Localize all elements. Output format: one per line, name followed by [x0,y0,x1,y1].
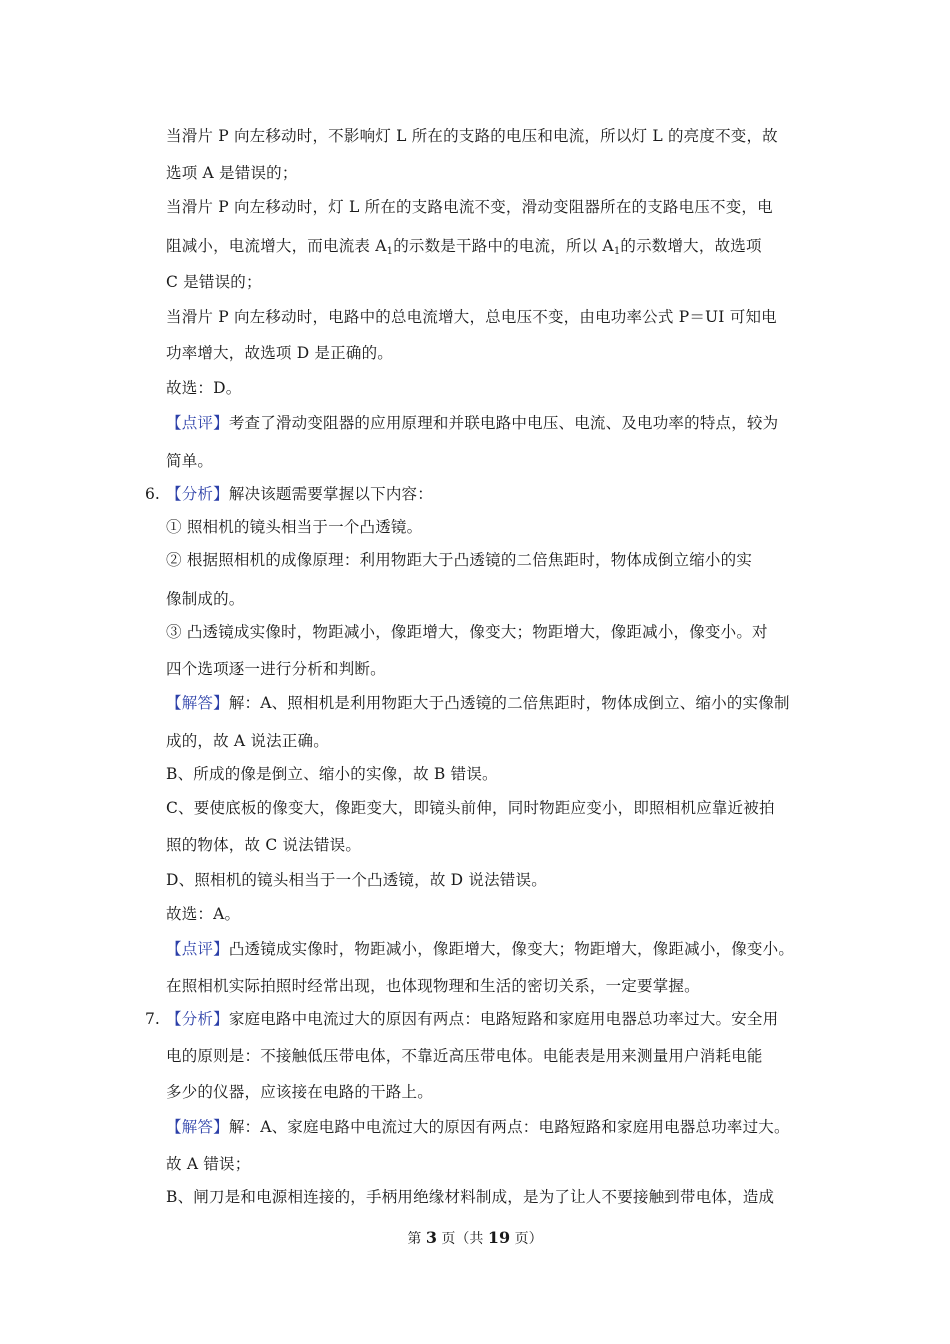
text-line: 照的物体，故 C 说法错误。 [166,836,362,854]
text-segment: 家庭电路中电流过大的原因有两点：电路短路和家庭用电器总功率过大。安全用 [228,1010,779,1028]
review-tag: 【点评】 [166,414,229,432]
subscript: 1 [386,246,394,257]
text-segment: 解决该题需要掌握以下内容： [228,485,433,503]
text-line: 在照相机实际拍照时经常出现，也体现物理和生活的密切关系，一定要掌握。 [166,977,700,995]
question-number: 7. [145,1010,160,1028]
text-line [166,1009,826,1029]
text-line: 四个选项逐一进行分析和判断。 [166,660,386,678]
total-page-count: 19 [487,1228,511,1247]
text-segment: 考查了滑动变阻器的应用原理和并联电路中电压、电流、及电功率的特点，较为 [228,414,779,432]
text-line: 故选：D。 [166,379,242,397]
text-line: 当滑片 P 向左移动时，不影响灯 L 所在的支路的电压和电流，所以灯 L 的亮度不变，故 [166,127,778,145]
text-line: B、闸刀是和电源相连接的，手柄用绝缘材料制成，是为了让人不要接触到带电体，造成 [166,1188,775,1206]
text-line: 成的，故 A 说法正确。 [166,732,329,750]
text-line [166,1117,826,1137]
text-line [166,693,826,713]
text-segment: 的示数增大，故选项 [620,237,762,255]
text-line [166,413,826,433]
text-line: 故 A 错误； [166,1155,251,1173]
footer-suffix: 页） [510,1231,543,1247]
page-footer [0,1228,950,1249]
answer-tag: 【解答】 [166,694,229,712]
text-line: D、照相机的镜头相当于一个凸透镜，故 D 说法错误。 [166,871,547,889]
text-segment: 凸透镜成实像时，物距减小，像距增大，像变大；物距增大，像距减小，像变小。 [228,940,795,958]
text-line: 简单。 [166,452,214,470]
text-line: 电的原则是：不接触低压带电体，不靠近高压带电体。电能表是用来测量用户消耗电能 [166,1047,763,1065]
text-line: ② 根据照相机的成像原理：利用物距大于凸透镜的二倍焦距时，物体成倒立缩小的实 [166,551,753,569]
text-segment: 解：A、照相机是利用物距大于凸透镜的二倍焦距时，物体成倒立、缩小的实像制 [228,694,790,712]
review-tag: 【点评】 [166,940,229,958]
text-line [166,939,826,959]
text-segment: 解：A、家庭电路中电流过大的原因有两点：电路短路和家庭用电器总功率过大。 [228,1118,790,1136]
text-line: 功率增大，故选项 D 是正确的。 [166,344,393,362]
footer-middle: 页（共 [436,1231,488,1247]
text-line: 当滑片 P 向左移动时，电路中的总电流增大，总电压不变，由电功率公式 P＝UI 可知电 [166,308,777,326]
text-segment: 的示数是干路中的电流，所以 A [393,237,614,255]
text-line: 当滑片 P 向左移动时，灯 L 所在的支路电流不变，滑动变阻器所在的支路电压不变，电 [166,198,773,216]
analysis-tag: 【分析】 [166,1010,229,1028]
text-line [166,236,826,262]
text-line: C、要使底板的像变大，像距变大，即镜头前伸，同时物距应变小，即照相机应靠近被拍 [166,799,775,817]
analysis-tag: 【分析】 [166,485,229,503]
current-page-number: 3 [425,1228,437,1247]
question-number: 6. [145,485,160,503]
text-line: 选项 A 是错误的； [166,164,298,182]
text-line [166,484,826,504]
text-line: C 是错误的； [166,273,262,291]
text-line: B、所成的像是倒立、缩小的实像，故 B 错误。 [166,765,498,783]
subscript: 1 [613,246,621,257]
text-line: 故选：A。 [166,905,241,923]
answer-tag: 【解答】 [166,1118,229,1136]
footer-prefix: 第 [407,1231,426,1247]
text-line: 多少的仪器，应该接在电路的干路上。 [166,1083,433,1101]
text-line: ③ 凸透镜成实像时，物距减小，像距增大，像变大；物距增大，像距减小，像变小。对 [166,623,768,641]
text-line: ① 照相机的镜头相当于一个凸透镜。 [166,518,423,536]
text-segment: 阻减小，电流增大，而电流表 A [166,237,387,255]
text-line: 像制成的。 [166,590,245,608]
